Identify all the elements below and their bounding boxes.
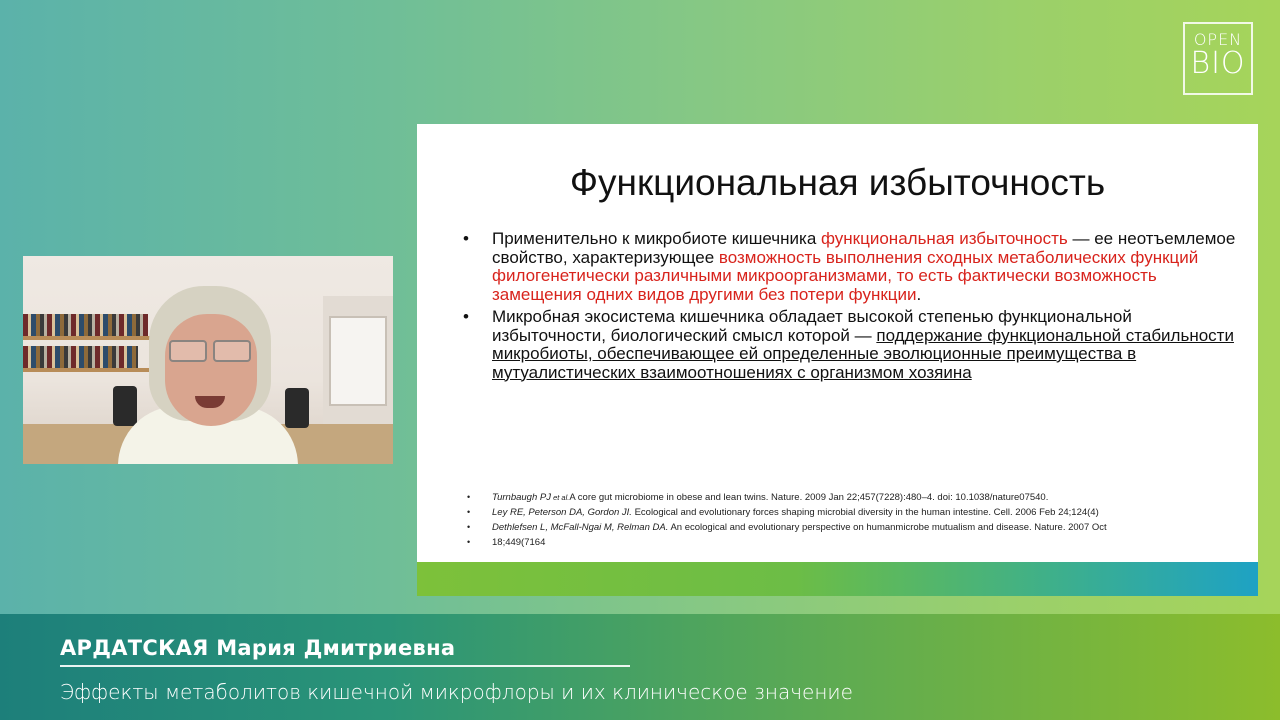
room-screen (329, 316, 387, 406)
reference-text: Ecological and evolutionary forces shaping microbial diversity in the human intestine. Cell. 2006 Feb 24;124(4) (631, 507, 1099, 518)
bookshelf-shelf (23, 336, 153, 340)
reference-item (465, 505, 1245, 520)
bullet-1-highlight: возможность выполнения сходных метаболических функций филогенетически различными микроорганизмами, то есть фактически возможность замещения одних видов другими без потери функции (492, 247, 1199, 304)
reference-authors: Ley RE, Peterson DA, Gordon JI. (492, 507, 632, 518)
slide-bullets (461, 230, 1241, 386)
speaker-face (165, 314, 257, 426)
slide-title: Функциональная избыточность (569, 162, 1106, 203)
logo-line-open: OPEN (1193, 30, 1243, 49)
bullet-2 (461, 308, 1241, 382)
reference-etal: et al. (550, 493, 570, 502)
reference-item (465, 535, 1245, 550)
reference-text: An ecological and evolutionary perspective on humanmicrobe mutualism and disease. Nature. 2007 Oct (668, 522, 1107, 533)
speaker-webcam-video (23, 256, 393, 464)
bullet-2-text: Микробная экосистема кишечника обладает высокой степенью функциональной избыточности, биологический смысл которой — (492, 307, 1132, 345)
slide-footer-bar (417, 562, 1258, 596)
bullet-1 (461, 230, 1241, 304)
reference-text: A core gut microbiome in obese and lean twins. Nature. 2009 Jan 22;457(7228):480–4. doi: 10.1038/nature07540. (569, 492, 1049, 503)
lower-third-banner (0, 614, 1280, 720)
bullet-1-text: Применительно к микробиоте кишечника (492, 229, 821, 248)
presentation-slide (417, 124, 1258, 596)
slide-references (465, 490, 1245, 550)
reference-item (465, 520, 1245, 535)
name-divider (60, 665, 630, 667)
reference-item (465, 490, 1245, 505)
room-chair (113, 386, 137, 426)
talk-title: Эффекты метаболитов кишечной микрофлоры и их клиническое значение (60, 680, 853, 704)
bullet-1-text: — ее неотъемлемое свойство, характеризующее (492, 229, 1236, 267)
bullet-1-text: . (916, 284, 922, 304)
bookshelf-shelf (23, 368, 153, 372)
speaker-glasses (169, 340, 253, 364)
reference-authors: Dethlefsen L, McFall-Ngai M, Relman DA. (492, 522, 669, 533)
logo-line-bio: BIO (1190, 46, 1246, 81)
room-chair (285, 388, 309, 428)
bullet-1-highlight: функциональная избыточность (821, 229, 1068, 248)
bookshelf-books (23, 314, 148, 336)
openbio-logo (1183, 22, 1253, 95)
bookshelf-books (23, 346, 138, 368)
bullet-2-underlined: поддержание функциональной стабильности микробиоты, обеспечивающее ей определенные эволюционные преимущества в мутуалистических взаимоотношениях с организмом хозяина (492, 325, 1234, 382)
speaker-name: АРДАТСКАЯ Мария Дмитриевна (60, 636, 456, 660)
reference-authors: Turnbaugh PJ (492, 492, 551, 503)
reference-text: 18;449(7164 (492, 537, 546, 548)
